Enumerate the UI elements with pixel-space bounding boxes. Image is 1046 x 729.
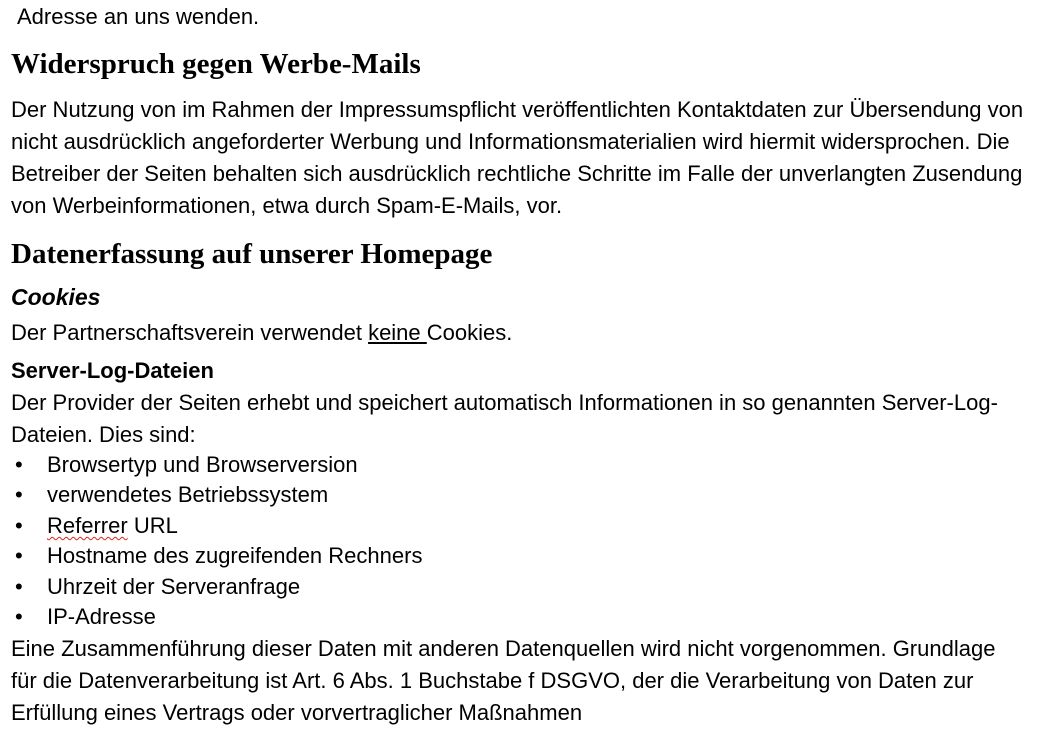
paragraph-cookies bbox=[11, 317, 512, 349]
list-item bbox=[11, 511, 422, 541]
list-item-text-misspelled: Referrer bbox=[47, 512, 128, 538]
paragraph-widerspruch: Der Nutzung von im Rahmen der Impressumspflicht veröffentlichten Kontaktdaten zur Übersendung von nicht ausdrücklich angeforderter Werbung und Informationsmaterialien wird hiermit widersprochen. Die Betreiber der Seiten behalten sich ausdrücklich rechtliche Schritte im Falle der unverlangten Zusendung von Werbeinformationen, etwa durch Spam-E-Mails, vor. bbox=[11, 97, 1024, 218]
list-item bbox=[11, 602, 422, 632]
list-item-text: Hostname des zugreifenden Rechners bbox=[47, 543, 423, 569]
bullet-icon: • bbox=[15, 543, 23, 569]
bullet-icon: • bbox=[15, 452, 23, 477]
bullet-icon: • bbox=[15, 573, 23, 599]
heading-server-log: Server-Log-Dateien bbox=[11, 358, 214, 383]
cookies-text-after: Cookies. bbox=[426, 320, 513, 345]
list-item-text: verwendetes Betriebssystem bbox=[47, 482, 329, 508]
list-item-text: Browsertyp und Browserversion bbox=[47, 452, 358, 477]
cookies-text-before: Der Partnerschaftsverein verwendet bbox=[11, 320, 369, 345]
cookies-underlined-keine: keine bbox=[368, 320, 427, 345]
bullet-icon: • bbox=[15, 482, 23, 508]
heading-cookies: Cookies bbox=[11, 284, 101, 310]
list-item bbox=[11, 450, 422, 480]
paragraph-server-log-intro: Der Provider der Seiten erhebt und speichert automatisch Informationen in so genannten Server-Log-Dateien. Dies sind: bbox=[11, 390, 998, 447]
top-line-fragment: Adresse an uns wenden. bbox=[17, 4, 260, 29]
bullet-icon: • bbox=[15, 512, 23, 538]
server-log-list bbox=[11, 450, 422, 632]
heading-datenerfassung: Datenerfassung auf unserer Homepage bbox=[11, 238, 493, 270]
heading-widerspruch: Widerspruch gegen Werbe-Mails bbox=[11, 48, 421, 80]
list-item bbox=[11, 572, 422, 602]
list-item bbox=[11, 541, 422, 571]
bullet-icon: • bbox=[15, 604, 23, 630]
list-item bbox=[11, 480, 422, 510]
list-item-text: IP-Adresse bbox=[47, 604, 156, 630]
list-item-text: Uhrzeit der Serveranfrage bbox=[47, 573, 301, 599]
paragraph-server-log-closing: Eine Zusammenführung dieser Daten mit anderen Datenquellen wird nicht vorgenommen. Grundlage für die Datenverarbeitung ist Art. 6 Abs. 1 Buchstabe f DSGVO, der die Verarbeitung von Daten zur Erfüllung eines Vertrags oder vorvertraglicher Maßnahmen bbox=[11, 636, 996, 725]
list-item-text: URL bbox=[133, 512, 178, 538]
